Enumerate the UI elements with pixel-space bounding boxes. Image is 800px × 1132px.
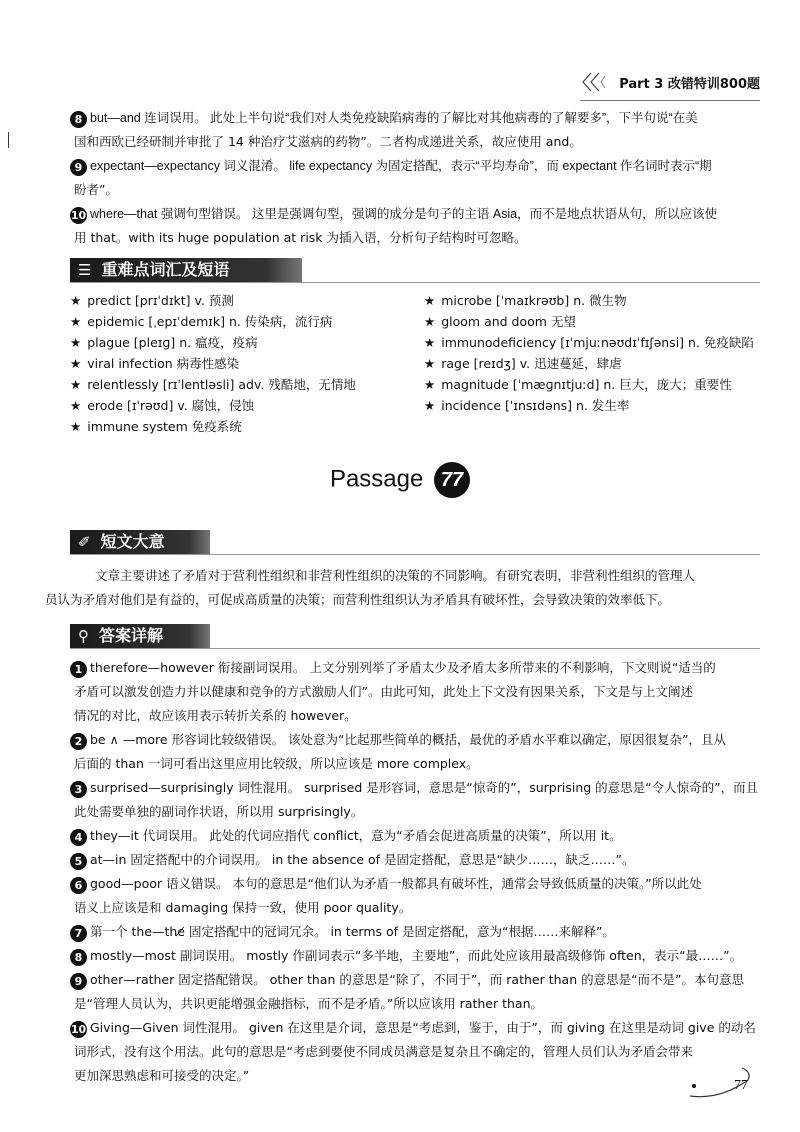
margin-mark [8, 132, 9, 148]
vocab-entry: ★ magnitude [ˈmæɡnɪtjuːd] n. 巨大，庞大；重要性 [424, 377, 732, 392]
header-title: Part 3 改错特训800题 [619, 76, 760, 92]
vocab-entry: ★ predict [prɪˈdɪkt] v. 预测 [70, 293, 234, 308]
passage-number-badge: 77 [434, 462, 470, 498]
star-icon: ★ [424, 335, 436, 350]
vocab-entry: ★ rage [reɪdʒ] v. 迅速蔓延，肆虐 [424, 356, 622, 371]
star-icon: ★ [70, 293, 82, 308]
item-number-badge: 9 [70, 973, 87, 990]
item-text-continued: 国和西欧已经研制并审批了 14 种治疗艾滋病的药物”。二者构成递进关系，故应使用 and。 [74, 134, 582, 149]
list-icon: ☰ [78, 261, 92, 279]
item-number-badge: 8 [70, 949, 87, 966]
page-curl-icon [680, 1062, 760, 1102]
answer-item-2: 2 be ∧ —more 形容词比较级错误。 该处意为“比起那些简单的概括，最优的矛盾水平难以确定，原因很复杂”，且从 后面的 than 一词可看出这里应用比较级，所以应该是 more complex。 [70, 728, 760, 776]
item-text: but—and 连词误用。 此处上半句说“我们对人类免疫缺陷病毒的了解比对其他病毒的了解要多”，下半句说“在美 [90, 111, 698, 125]
item-number-badge: 5 [70, 853, 87, 870]
answer-item-8 [70, 106, 760, 154]
passage-label: Passage [329, 465, 424, 493]
item-number-badge: 10 [70, 209, 87, 222]
star-icon: ★ [70, 377, 82, 392]
section-rule [70, 648, 760, 649]
header-decoration-icon [581, 71, 615, 93]
vocab-entry: ★ gloom and doom 无望 [424, 314, 576, 329]
answer-item-5: 5 at—in 固定搭配中的介词误用。 in the absence of 是固定搭配，意思是“缺少……，缺乏……”。 [70, 848, 760, 872]
pen-icon: ✐ [78, 533, 91, 551]
section-title: 答案详解 [99, 626, 164, 645]
vocab-entry: ★ plague [pleɪɡ] n. 瘟疫，疫病 [70, 335, 258, 350]
answer-item-9b: 9 other—rather 固定搭配错误。 other than 的意思是“除了，不同于”，而 rather than 的意思是“而不是”。本句意思 是“管理人员认为，共识更能增强金融指标，而不是矛盾。”所以应该用 rather than。 [70, 968, 760, 1016]
vocab-entry: ★ microbe [ˈmaɪkrəʊb] n. 微生物 [424, 293, 627, 308]
answer-item-6: 6 good—poor 语义错误。 本句的意思是“他们认为矛盾一般都具有破坏性，通常会导致低质量的决策。”所以此处 语义上应该是和 damaging 保持一致，使用 poor quality。 [70, 872, 760, 920]
item-text-continued: 用 that。with its huge population at risk 为插入语，分析句子结构时可忽略。 [74, 230, 527, 245]
vocab-section-header [70, 258, 302, 282]
star-icon: ★ [424, 398, 436, 413]
section-title: 重难点词汇及短语 [101, 260, 230, 279]
magnifier-icon: ⚲ [78, 627, 89, 645]
item-number-badge: 10 [70, 1023, 87, 1036]
section-title: 短文大意 [100, 532, 165, 551]
answer-item-10b: 10 Giving—Given 词性混用。 given 在这里是介词，意思是“考虑到，鉴于，由于”，而 giving 在这里是动词 give 的动名 词形式，没有这个用法。此句的意思是“考虑到要使不同成员满意是复杂且不确定的，管理人员们认为矛盾会带来 更加深思熟虑和可接受的决定。” [70, 1020, 756, 1083]
page-number: 77 [734, 1078, 748, 1093]
item-text: where—that 强调句型错误。 这里是强调句型，强调的成分是句子的主语 Asia，而不是地点状语从句，所以应该使 [90, 207, 718, 221]
vocab-entry: ★ incidence [ˈɪnsɪdəns] n. 发生率 [424, 398, 630, 413]
vocab-entry: ★ relentlessly [rɪˈlentləsli] adv. 残酷地，无情地 [70, 377, 356, 392]
item-text-continued: 盼者”。 [74, 182, 118, 197]
star-icon: ★ [424, 356, 436, 371]
star-icon: ★ [424, 377, 436, 392]
star-icon: ★ [70, 335, 82, 350]
item-number-badge: 8 [70, 111, 87, 128]
answer-item-4: 4 they—it 代词误用。 此处的代词应指代 conflict，意为“矛盾会促进高质量的决策”，所以用 it。 [70, 824, 760, 848]
summary-paragraph: 文章主要讲述了矛盾对于营利性组织和非营利性组织的决策的不同影响。有研究表明，非营利性组织的管理人 员认为矛盾对他们是有益的，可促成高质量的决策；而营利性组织认为矛盾具有破坏性，会导致决策的效率低下。 [45, 568, 696, 607]
vocab-entry: ★ epidemic [ˌepɪˈdemɪk] n. 传染病，流行病 [70, 314, 333, 329]
star-icon: ★ [70, 356, 82, 371]
vocab-list-right [424, 290, 754, 416]
answer-item-10 [70, 202, 760, 250]
passage-title [0, 462, 800, 498]
item-text: expectant—expectancy 词义混淆。 life expectancy 为固定搭配，表示“平均寿命”，而 expectant 作名词时表示“期 [90, 159, 712, 173]
item-number-badge: 9 [70, 159, 87, 176]
item-number-badge: 3 [70, 781, 87, 798]
answers-section-header [70, 624, 210, 648]
vocab-entry: ★ erode [ɪˈrəʊd] v. 腐蚀，侵蚀 [70, 398, 255, 413]
item-number-badge: 6 [70, 877, 87, 894]
item-number-badge: 1 [70, 661, 87, 678]
section-rule [70, 282, 760, 283]
summary-section-header [70, 530, 210, 554]
vocab-list-left [70, 290, 356, 437]
item-number-badge: 2 [70, 733, 87, 750]
star-icon: ★ [424, 314, 436, 329]
vocab-entry: ★ viral infection 病毒性感染 [70, 356, 240, 371]
vocab-entry: ★ immune system 免疫系统 [70, 419, 242, 434]
vocab-entry: ★ immunodeficiency [ɪˈmjuːnəʊdɪˈfɪʃənsi] n. 免疫缺陷 [424, 335, 754, 350]
answer-item-8b: 8 mostly—most 副词误用。 mostly 作副词表示“多半地，主要地”，而此处应该用最高级修饰 often，表示“最……”。 [70, 944, 760, 968]
answer-item-9 [70, 154, 760, 202]
page-number-block [680, 1062, 760, 1102]
star-icon: ★ [70, 398, 82, 413]
star-icon: ★ [70, 314, 82, 329]
answer-item-3: 3 surprised—surprisingly 词性混用。 surprised 是形容词，意思是“惊奇的”，surprising 的意思是“令人惊奇的”，而且 此处需要单独的副词作状语，所以用 surprisingly。 [70, 776, 760, 824]
item-number-badge: 4 [70, 829, 87, 846]
section-rule [70, 554, 760, 555]
item-number-badge: 7 [70, 925, 87, 942]
page-header [581, 68, 760, 96]
answer-item-7: 7 第一个 the—the̸ 固定搭配中的冠词冗余。 in terms of 是固定搭配，意为“根据……来解释”。 [70, 920, 760, 944]
star-icon: ★ [70, 419, 82, 434]
answer-item-1: 1 therefore—however 衔接副词误用。 上文分别列举了矛盾太少及矛盾太多所带来的不利影响，下文则说“适当的 矛盾可以激发创造力并以健康和竞争的方式激励人们”。由此可知，此处上下文没有因果关系，下文是与上文阐述 情况的对比，故应该用表示转折关系的 however。 [70, 656, 760, 728]
star-icon: ★ [424, 293, 436, 308]
header-rule [580, 100, 760, 101]
